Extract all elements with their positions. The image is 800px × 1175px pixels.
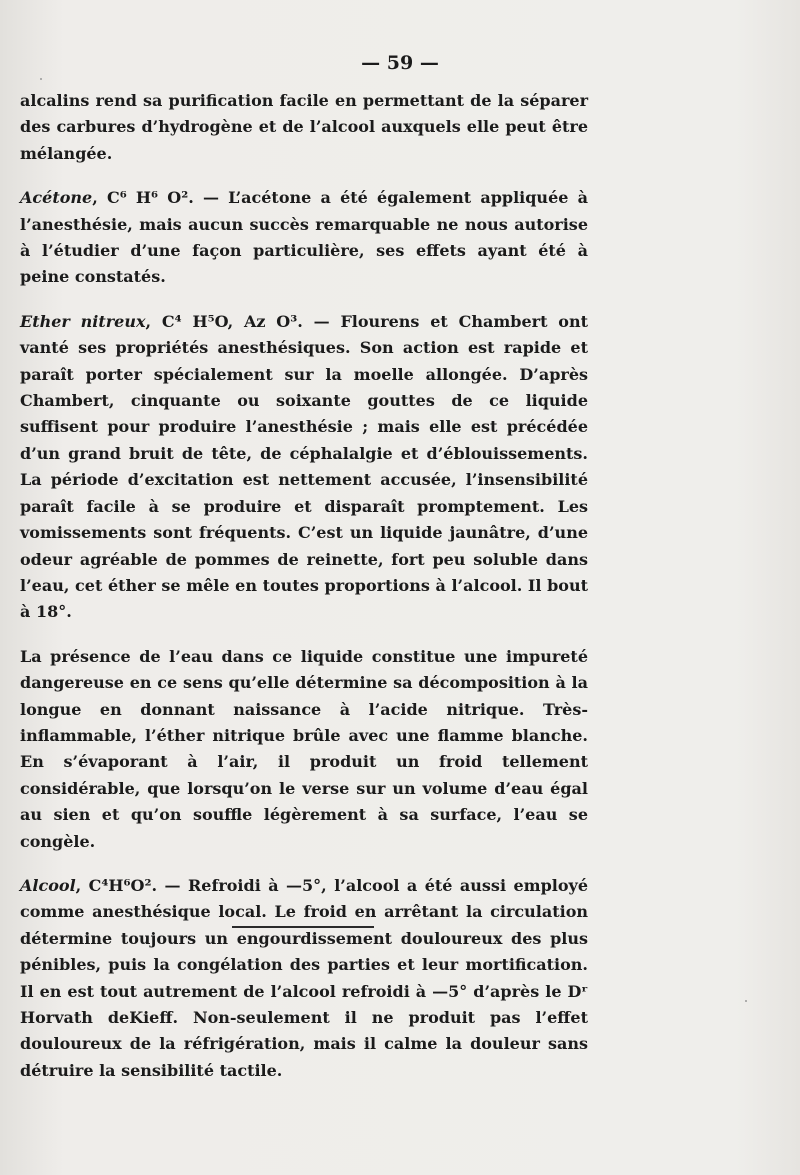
paragraph-water-impurity <box>20 644 588 855</box>
paragraph-text: alcalins rend sa purification facile en permettant de la séparer des carbures d’hydrogène et de l’alcool auxquels elle peut être mélangée. <box>20 91 588 163</box>
term-alcool: Alcool <box>20 875 76 895</box>
paragraph-ether-nitreux <box>20 309 588 626</box>
term-acetone: Acétone <box>20 188 93 208</box>
body-text <box>20 88 588 1084</box>
paragraph-text: , C⁴ H⁵O, Az O³. — Flourens et Chambert ont vanté ses propriétés anesthésiques. Son action est rapide et paraît porter spécialement sur la moelle allongée. D’après Chambert, cinquante ou soixante gouttes de ce liquide suffisent pour produire l’anesthésie ; mais elle est précédée d’un grand bruit de tête, de céphalalgie et d’éblouissements. La période d’excitation est nettement accusée, l’insensibilité paraît facile à se produire et disparaît promptement. Les vomissements sont fréquents. C’est un liquide jaunâtre, d’une odeur agréable de pommes de reinette, fort peu soluble dans l’eau, cet éther se mêle en toutes proportions à l’alcool. Il bout à 18°. <box>20 311 589 622</box>
paper-speck <box>40 78 42 80</box>
paragraph-1 <box>20 88 588 167</box>
paragraph-alcool <box>20 873 588 1084</box>
paragraph-acetone <box>20 185 588 291</box>
paragraph-text: , C⁶ H⁶ O². — L’acétone a été également appliquée à l’anesthésie, mais aucun succès remarquable ne nous autorise à l’étudier d’une façon particulière, ses effets ayant été à peine constatés. <box>20 188 588 287</box>
paper-speck <box>745 1000 747 1002</box>
closing-rule <box>232 926 374 928</box>
page-number: — 59 — <box>361 52 439 74</box>
paragraph-text: , C⁴H⁶O². — Refroidi à —5°, l’alcool a été aussi employé comme anesthésique local. Le froid en arrêtant la circulation détermine toujours un engourdissement douloureux des plus pénibles, puis la congélation des parties et leur mortification. Il en est tout autrement de l’alcool refroidi à —5° d’après le Dʳ Horvath deKieff. Non-seulement il ne produit pas l’effet douloureux de la réfrigération, mais il calme la douleur sans détruire la sensibilité tactile. <box>20 875 588 1080</box>
term-ether-nitreux: Ether nitreux <box>20 311 146 331</box>
paragraph-text: La présence de l’eau dans ce liquide constitue une impureté dangereuse en ce sens qu’elle détermine sa décomposition à la longue en donnant naissance à l’acide nitrique. Très-inflammable, l’éther nitrique brûle avec une flamme blanche. En s’évaporant à l’air, il produit un froid tellement considérable, que lorsqu’on le verse sur un volume d’eau égal au sien et qu’on souffle légèrement à sa surface, l’eau se congèle. <box>20 646 588 851</box>
